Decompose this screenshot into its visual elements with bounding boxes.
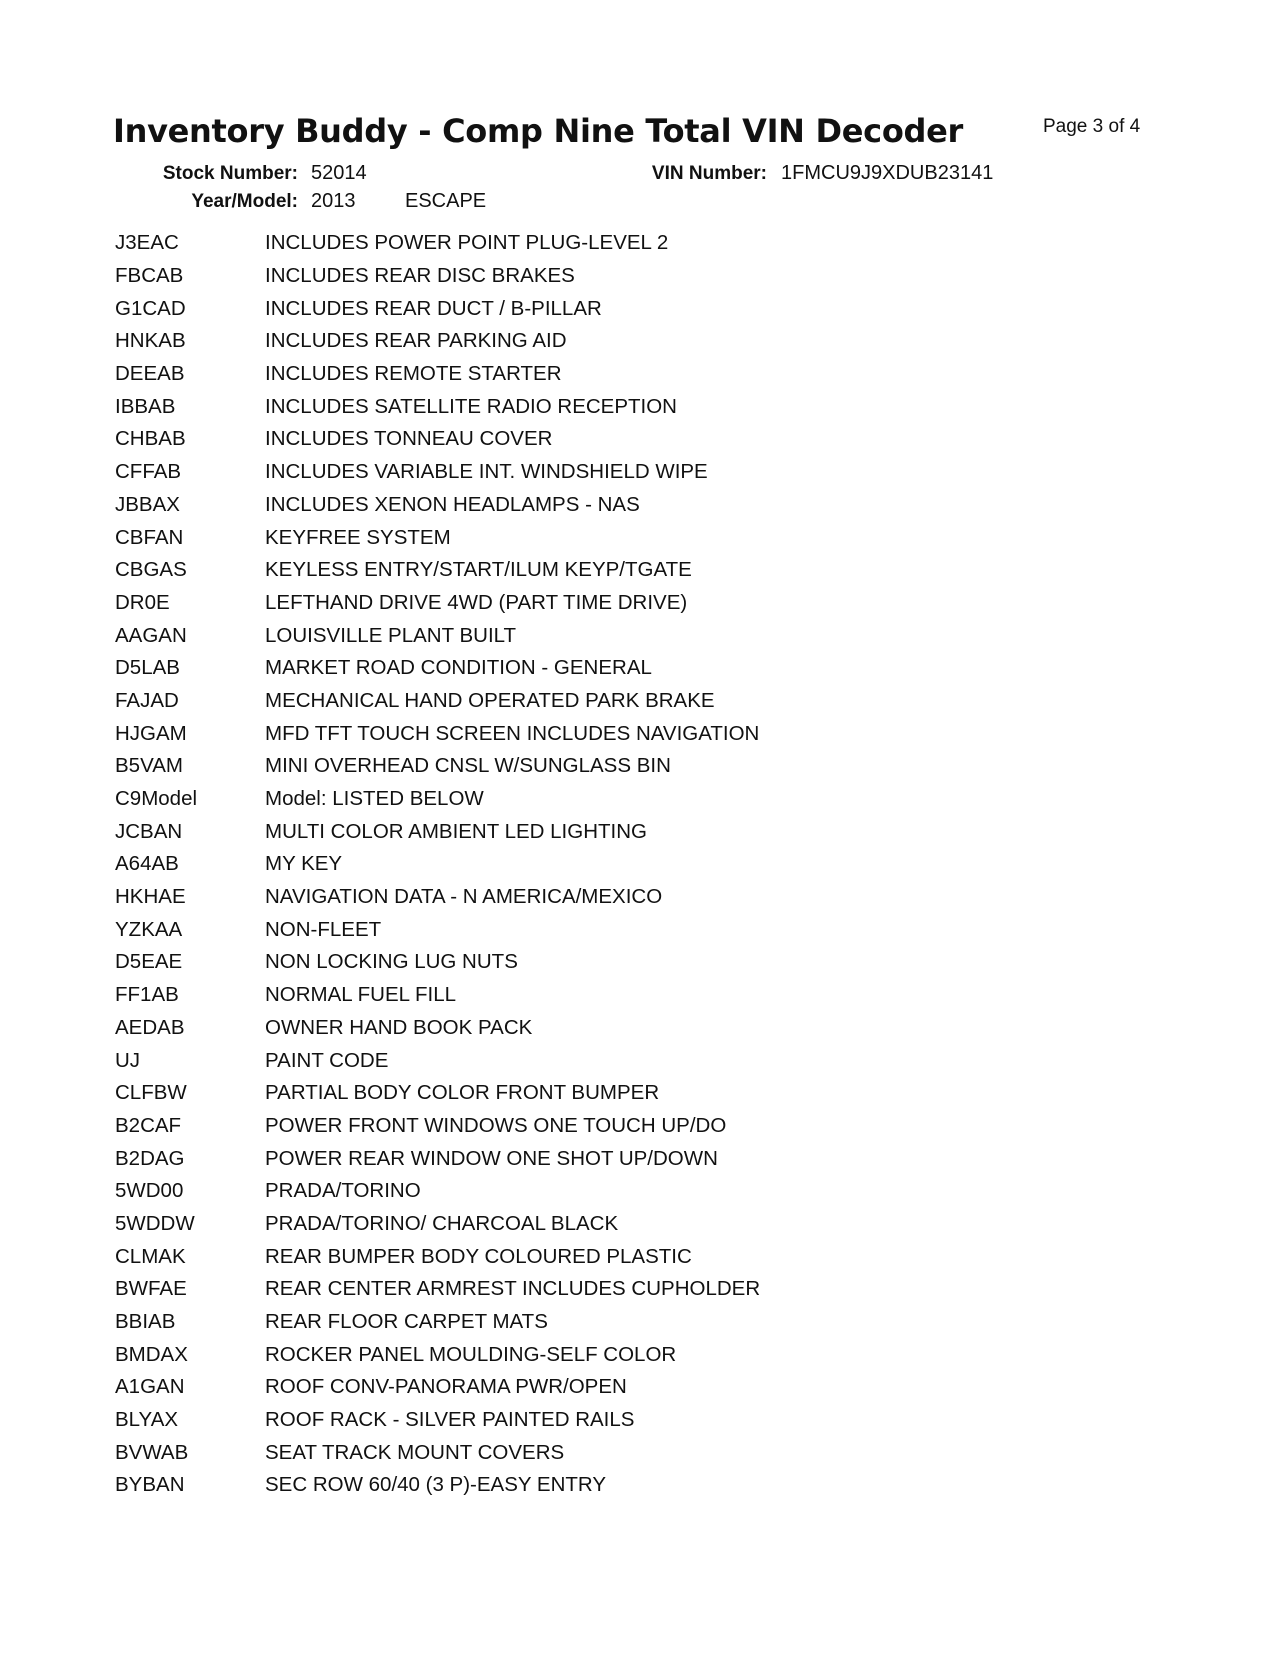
option-code: UJ bbox=[115, 1048, 141, 1072]
option-description: NORMAL FUEL FILL bbox=[265, 983, 456, 1007]
option-description: INCLUDES REAR DISC BRAKES bbox=[265, 264, 575, 288]
code-row bbox=[115, 1012, 1015, 1045]
code-row bbox=[115, 587, 1015, 620]
year-model-label: Year/Model: bbox=[191, 191, 298, 212]
option-code: BLYAX bbox=[115, 1408, 179, 1432]
option-code: CBFAN bbox=[115, 525, 184, 549]
option-code: FBCAB bbox=[115, 264, 184, 288]
option-code: FAJAD bbox=[115, 688, 179, 712]
option-description: ROOF RACK - SILVER PAINTED RAILS bbox=[265, 1408, 635, 1432]
option-description: POWER REAR WINDOW ONE SHOT UP/DOWN bbox=[265, 1146, 718, 1170]
option-code: B5VAM bbox=[115, 754, 183, 778]
code-row bbox=[115, 946, 1015, 979]
option-code: B2CAF bbox=[115, 1113, 182, 1137]
code-row bbox=[115, 750, 1015, 783]
option-description: ROCKER PANEL MOULDING-SELF COLOR bbox=[265, 1342, 677, 1366]
code-row bbox=[115, 390, 1015, 423]
code-row bbox=[115, 881, 1015, 914]
code-row bbox=[115, 456, 1015, 489]
option-description: NON-FLEET bbox=[265, 917, 382, 941]
option-description: Model: LISTED BELOW bbox=[265, 787, 484, 811]
option-description: NAVIGATION DATA - N AMERICA/MEXICO bbox=[265, 885, 663, 909]
code-row bbox=[115, 848, 1015, 881]
code-row bbox=[115, 227, 1015, 260]
option-code: DR0E bbox=[115, 590, 170, 614]
option-code: 5WDDW bbox=[115, 1211, 195, 1235]
option-code: BVWAB bbox=[115, 1440, 189, 1464]
option-code: JBBAX bbox=[115, 492, 180, 516]
vin-number-label: VIN Number: bbox=[651, 163, 767, 184]
option-description: MARKET ROAD CONDITION - GENERAL bbox=[265, 656, 652, 680]
option-code: BBIAB bbox=[115, 1310, 176, 1334]
code-row bbox=[115, 1175, 1015, 1208]
option-description: MINI OVERHEAD CNSL W/SUNGLASS BIN bbox=[265, 754, 671, 778]
option-description: NON LOCKING LUG NUTS bbox=[265, 950, 518, 974]
option-code: CLMAK bbox=[115, 1244, 186, 1268]
option-code: JCBAN bbox=[115, 819, 183, 843]
option-description: LEFTHAND DRIVE 4WD (PART TIME DRIVE) bbox=[265, 590, 688, 614]
code-row bbox=[115, 1077, 1015, 1110]
option-description: INCLUDES REAR DUCT / B-PILLAR bbox=[265, 296, 602, 320]
option-code: BWFAE bbox=[115, 1277, 187, 1301]
option-description: MY KEY bbox=[265, 852, 343, 876]
option-code: CLFBW bbox=[115, 1081, 187, 1105]
code-row bbox=[115, 619, 1015, 652]
option-code: G1CAD bbox=[115, 296, 186, 320]
option-code: D5EAE bbox=[115, 950, 183, 974]
option-description: INCLUDES REAR PARKING AID bbox=[265, 329, 567, 353]
option-code: HKHAE bbox=[115, 885, 186, 909]
code-row bbox=[115, 325, 1015, 358]
code-row bbox=[115, 1240, 1015, 1273]
code-row bbox=[115, 521, 1015, 554]
option-code-list bbox=[115, 227, 1015, 1502]
option-code: DEEAB bbox=[115, 362, 185, 386]
stock-number-label: Stock Number: bbox=[162, 163, 298, 184]
code-row bbox=[115, 815, 1015, 848]
option-description: REAR FLOOR CARPET MATS bbox=[265, 1310, 548, 1334]
stock-number-value: 52014 bbox=[311, 162, 367, 184]
option-description: OWNER HAND BOOK PACK bbox=[265, 1015, 533, 1039]
code-row bbox=[115, 554, 1015, 587]
option-description: ROOF CONV-PANORAMA PWR/OPEN bbox=[265, 1375, 627, 1399]
code-row bbox=[115, 358, 1015, 391]
code-row bbox=[115, 1338, 1015, 1371]
option-code: A64AB bbox=[115, 852, 179, 876]
option-code: CBGAS bbox=[115, 558, 187, 582]
option-code: IBBAB bbox=[115, 394, 176, 418]
option-description: SEAT TRACK MOUNT COVERS bbox=[265, 1440, 565, 1464]
option-code: CHBAB bbox=[115, 427, 186, 451]
option-description: LOUISVILLE PLANT BUILT bbox=[265, 623, 517, 647]
code-row bbox=[115, 260, 1015, 293]
option-code: FF1AB bbox=[115, 983, 179, 1007]
option-code: YZKAA bbox=[115, 917, 183, 941]
option-description: INCLUDES POWER POINT PLUG-LEVEL 2 bbox=[265, 231, 669, 255]
option-description: PRADA/TORINO bbox=[265, 1179, 421, 1203]
code-row bbox=[115, 979, 1015, 1012]
option-code: J3EAC bbox=[115, 231, 179, 255]
option-description: REAR BUMPER BODY COLOURED PLASTIC bbox=[265, 1244, 692, 1268]
code-row bbox=[115, 717, 1015, 750]
option-description: INCLUDES XENON HEADLAMPS - NAS bbox=[265, 492, 640, 516]
option-code: C9Model bbox=[115, 787, 198, 811]
option-description: POWER FRONT WINDOWS ONE TOUCH UP/DO bbox=[265, 1113, 727, 1137]
code-row bbox=[115, 1469, 1015, 1502]
option-code: CFFAB bbox=[115, 460, 182, 484]
code-row bbox=[115, 1404, 1015, 1437]
option-description: KEYLESS ENTRY/START/ILUM KEYP/TGATE bbox=[265, 558, 692, 582]
page-title: Inventory Buddy - Comp Nine Total VIN Decoder bbox=[113, 112, 964, 150]
vin-number-value: 1FMCU9J9XDUB23141 bbox=[781, 162, 994, 184]
year-value: 2013 bbox=[311, 190, 356, 212]
option-description: INCLUDES TONNEAU COVER bbox=[265, 427, 553, 451]
code-row bbox=[115, 1044, 1015, 1077]
option-description: INCLUDES SATELLITE RADIO RECEPTION bbox=[265, 394, 677, 418]
code-row bbox=[115, 1208, 1015, 1241]
option-description: MULTI COLOR AMBIENT LED LIGHTING bbox=[265, 819, 647, 843]
code-row bbox=[115, 783, 1015, 816]
option-code: BYBAN bbox=[115, 1473, 185, 1497]
option-code: 5WD00 bbox=[115, 1179, 184, 1203]
option-description: PAINT CODE bbox=[265, 1048, 389, 1072]
option-description: MECHANICAL HAND OPERATED PARK BRAKE bbox=[265, 688, 715, 712]
code-row bbox=[115, 1306, 1015, 1339]
option-description: SEC ROW 60/40 (3 P)-EASY ENTRY bbox=[265, 1473, 607, 1497]
option-description: KEYFREE SYSTEM bbox=[265, 525, 451, 549]
code-row bbox=[115, 489, 1015, 522]
code-row bbox=[115, 1142, 1015, 1175]
page-number: Page 3 of 4 bbox=[1043, 116, 1141, 137]
option-code: HJGAM bbox=[115, 721, 187, 745]
option-description: PRADA/TORINO/ CHARCOAL BLACK bbox=[265, 1211, 619, 1235]
option-code: D5LAB bbox=[115, 656, 180, 680]
option-code: AEDAB bbox=[115, 1015, 185, 1039]
option-code: AAGAN bbox=[115, 623, 187, 647]
option-code: A1GAN bbox=[115, 1375, 185, 1399]
option-code: BMDAX bbox=[115, 1342, 188, 1366]
code-row bbox=[115, 292, 1015, 325]
code-row bbox=[115, 1436, 1015, 1469]
code-row bbox=[115, 423, 1015, 456]
option-description: INCLUDES REMOTE STARTER bbox=[265, 362, 562, 386]
option-description: REAR CENTER ARMREST INCLUDES CUPHOLDER bbox=[265, 1277, 761, 1301]
code-row bbox=[115, 1371, 1015, 1404]
code-row bbox=[115, 652, 1015, 685]
option-description: INCLUDES VARIABLE INT. WINDSHIELD WIPE bbox=[265, 460, 708, 484]
option-code: B2DAG bbox=[115, 1146, 185, 1170]
model-value: ESCAPE bbox=[405, 190, 487, 212]
code-row bbox=[115, 1110, 1015, 1143]
code-row bbox=[115, 913, 1015, 946]
option-description: PARTIAL BODY COLOR FRONT BUMPER bbox=[265, 1081, 660, 1105]
code-row bbox=[115, 685, 1015, 718]
option-code: HNKAB bbox=[115, 329, 186, 353]
code-row bbox=[115, 1273, 1015, 1306]
option-description: MFD TFT TOUCH SCREEN INCLUDES NAVIGATION bbox=[265, 721, 760, 745]
